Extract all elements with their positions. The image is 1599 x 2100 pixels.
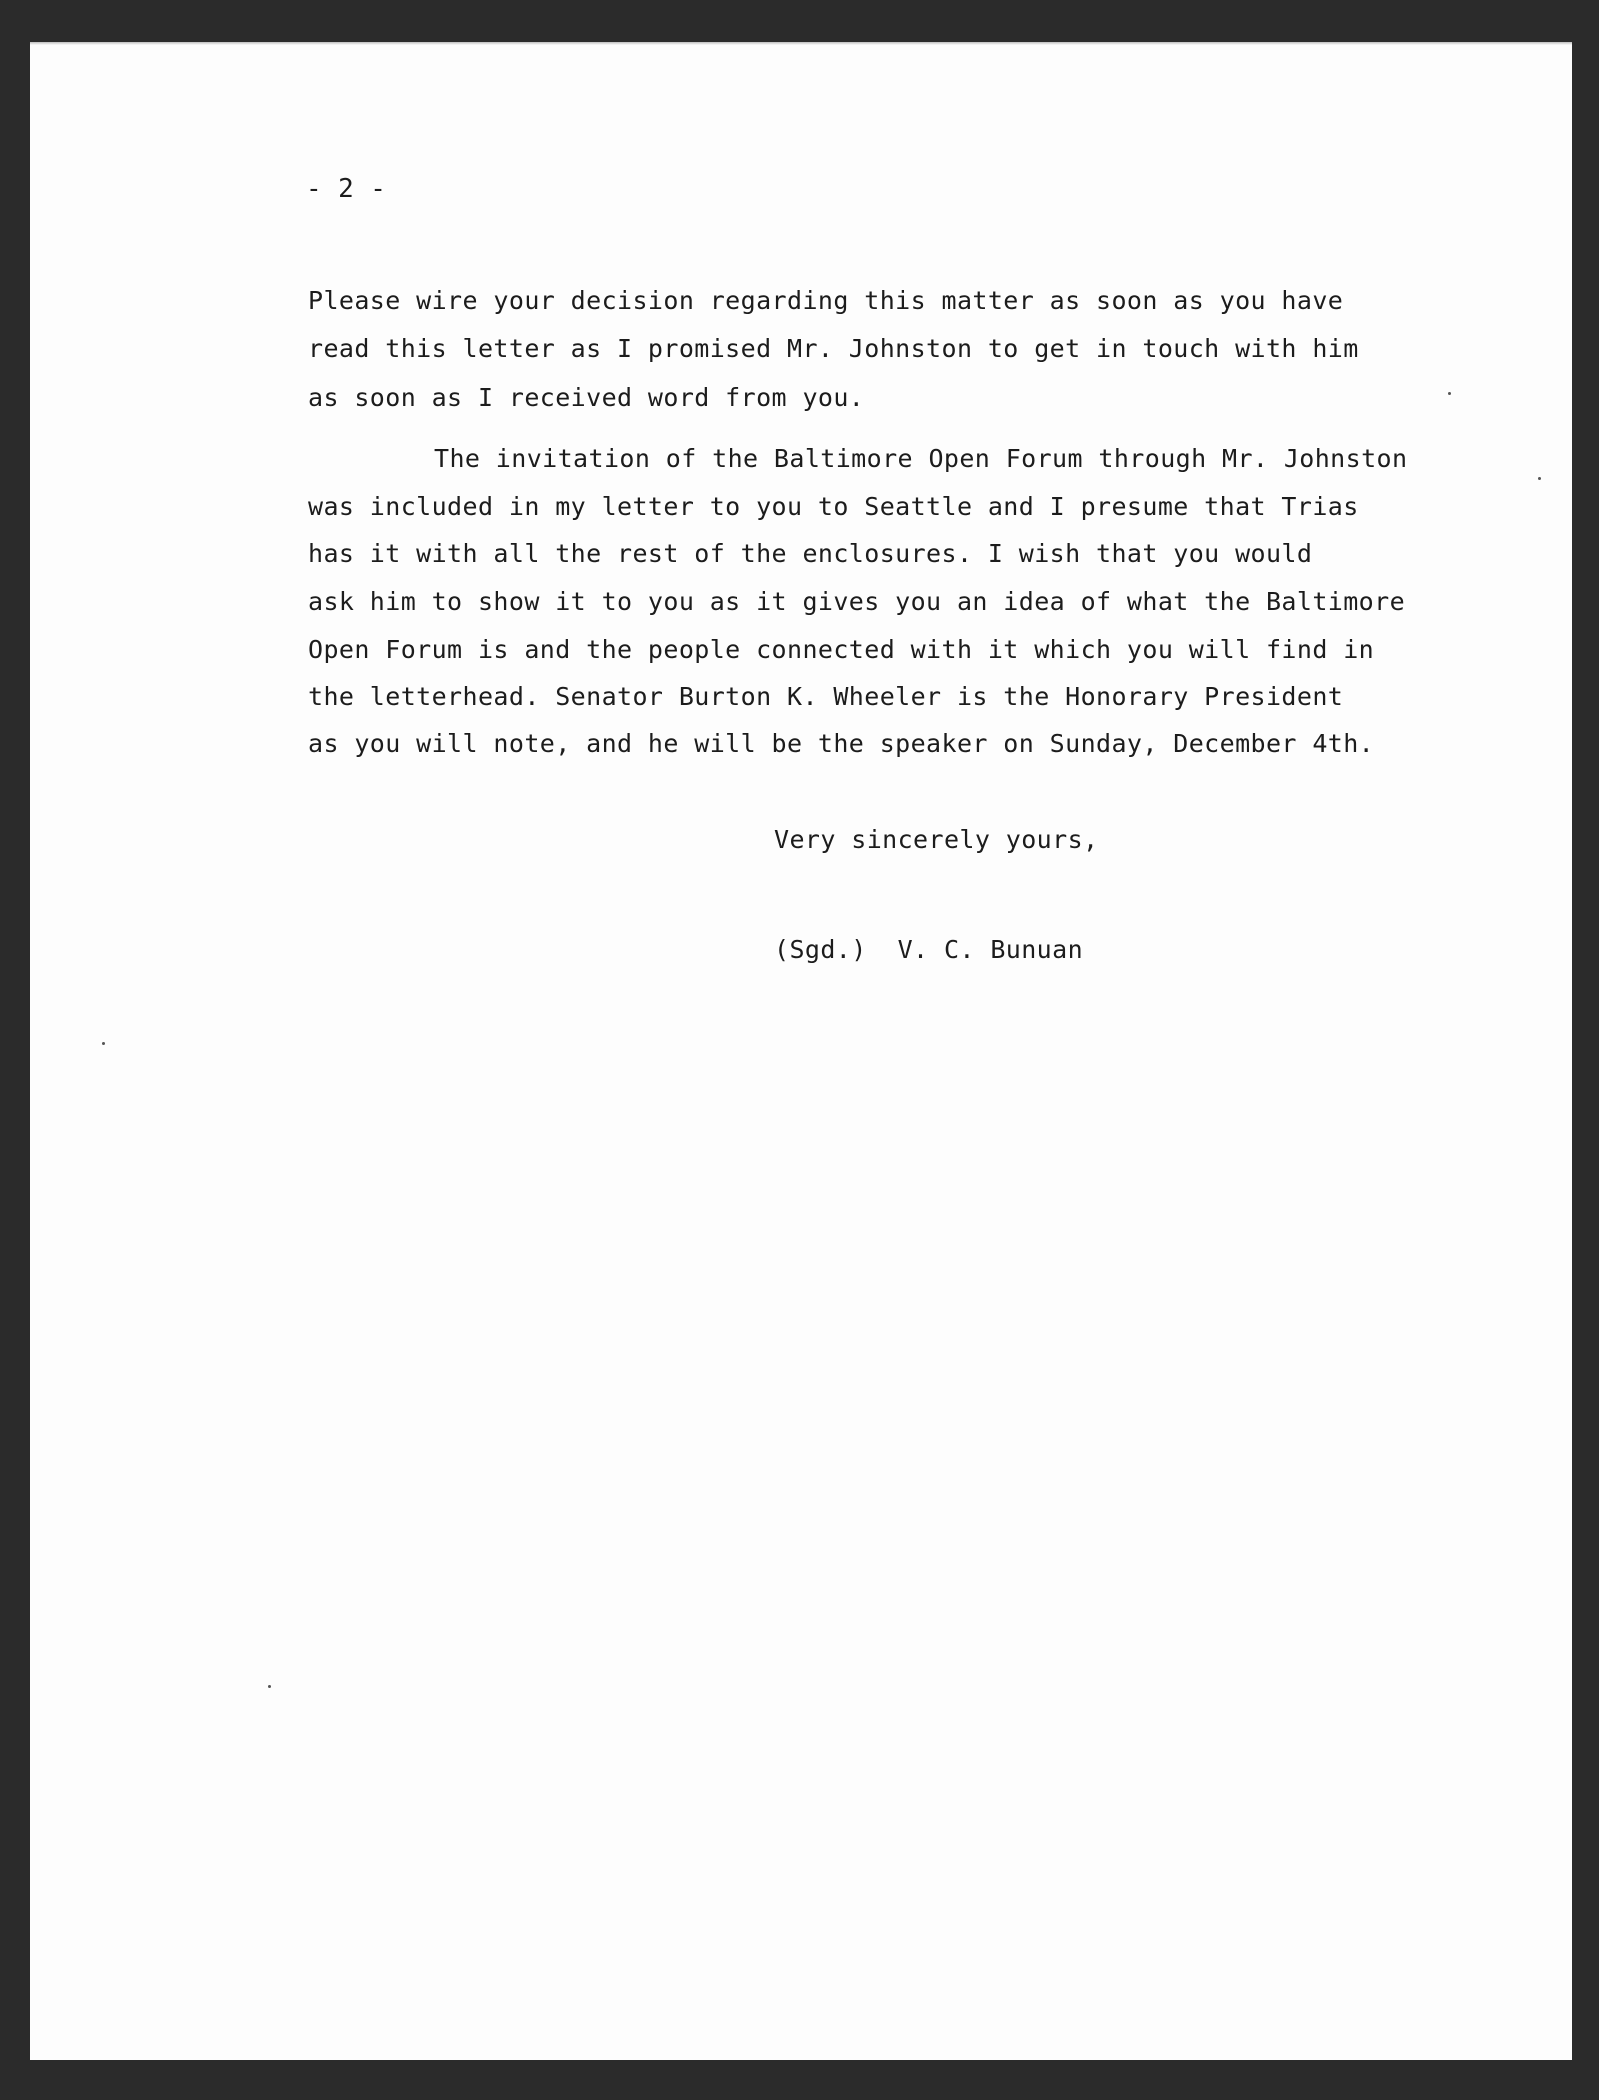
scan-speck bbox=[1538, 477, 1541, 480]
paragraph-2-line: ask him to show it to you as it gives you an idea of what the Baltimore bbox=[308, 587, 1406, 616]
paragraph-2-line: The invitation of the Baltimore Open Forum through Mr. Johnston bbox=[434, 444, 1408, 473]
paragraph-1-line: as soon as I received word from you. bbox=[308, 383, 865, 412]
scan-speck bbox=[268, 1685, 271, 1688]
scan-speck bbox=[1448, 392, 1451, 395]
paragraph-1-line: read this letter as I promised Mr. Johnston to get in touch with him bbox=[308, 334, 1359, 363]
paragraph-2-line: the letterhead. Senator Burton K. Wheeler is the Honorary President bbox=[308, 682, 1344, 711]
paragraph-1-line: Please wire your decision regarding this matter as soon as you have bbox=[308, 286, 1344, 315]
closing-line: Very sincerely yours, bbox=[774, 825, 1099, 854]
paragraph-2-line: as you will note, and he will be the speaker on Sunday, December 4th. bbox=[308, 729, 1375, 758]
paragraph-2-line: has it with all the rest of the enclosures. I wish that you would bbox=[308, 539, 1313, 568]
scan-speck bbox=[102, 1042, 105, 1045]
letter-page bbox=[30, 42, 1572, 2060]
page-number: - 2 - bbox=[306, 174, 387, 204]
paragraph-2-line: was included in my letter to you to Seattle and I presume that Trias bbox=[308, 492, 1359, 521]
page-edge bbox=[30, 42, 1572, 45]
signature-line: (Sgd.) V. C. Bunuan bbox=[774, 935, 1084, 964]
paragraph-2-line: Open Forum is and the people connected with it which you will find in bbox=[308, 635, 1375, 664]
